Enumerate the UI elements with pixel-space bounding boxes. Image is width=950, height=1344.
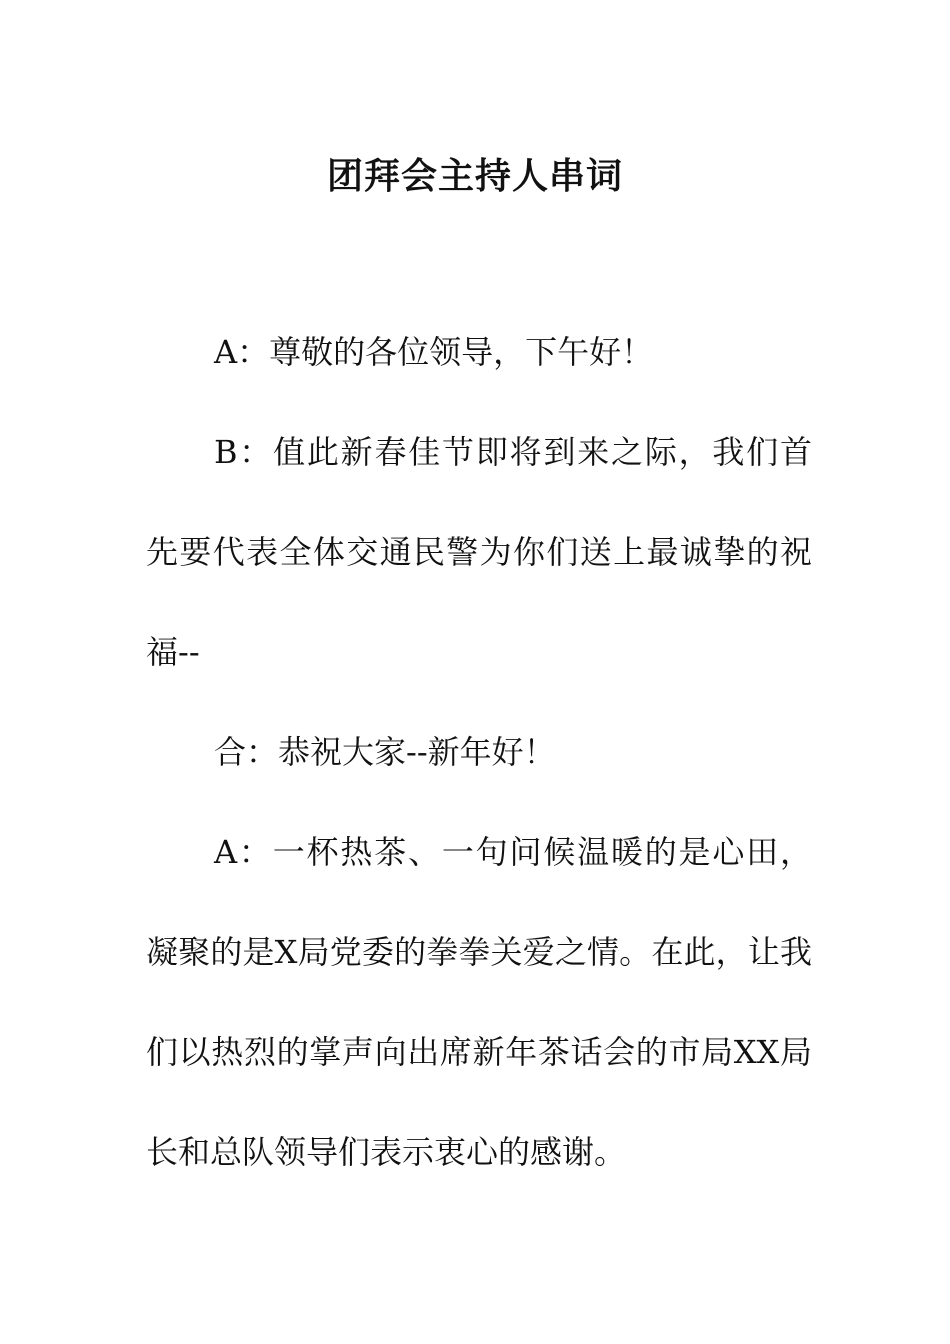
paragraph-greeting: A：尊敬的各位领导，下午好！ [214,333,654,371]
document-body [146,302,812,1202]
document-title: 团拜会主持人串词 [326,156,623,198]
paragraph-blessing: B：值此新春佳节即将到来之际，我们首先要代表全体交通民警为你们送上最诚挚的祝福-- [146,433,812,671]
paragraph-thanks: A：一杯热茶、一句问候温暖的是心田，凝聚的是X局党委的拳拳关爱之情。在此，让我们以热烈的掌声向出席新年茶话会的市局XX局长和总队领导们表示衷心的感谢。 [146,833,812,1171]
paragraph-new-year: 合：恭祝大家--新年好！ [214,733,556,771]
